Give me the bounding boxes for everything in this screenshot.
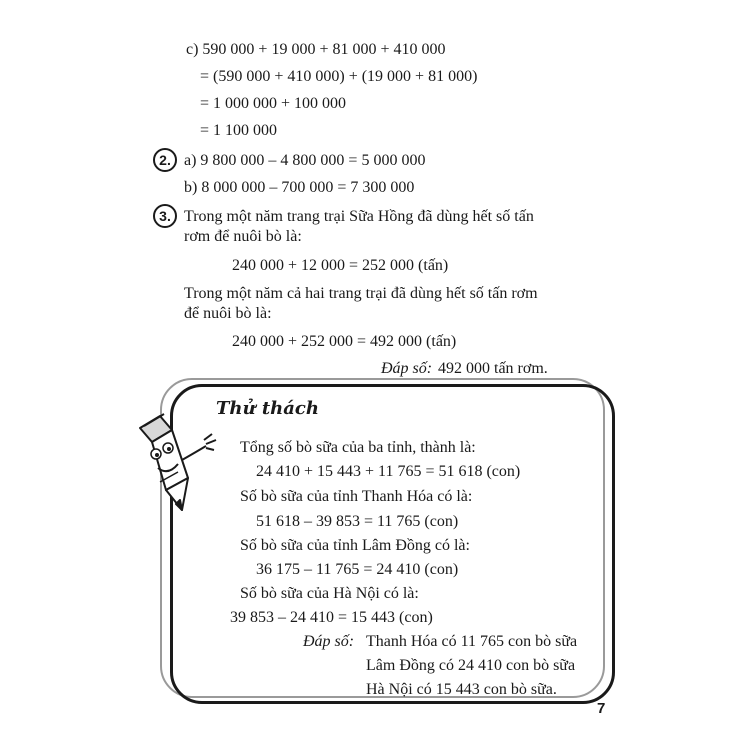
challenge-calc-2: 51 618 – 39 853 = 11 765 (con) <box>256 513 459 530</box>
challenge-calc-3: 36 175 – 11 765 = 24 410 (con) <box>256 561 459 578</box>
ex2-line-b: b) 8 000 000 – 700 000 = 7 300 000 <box>184 179 415 196</box>
pencil-mascot-icon <box>126 408 218 520</box>
ex3-text-2: rơm để nuôi bò là: <box>184 228 302 245</box>
challenge-answer-3: Hà Nội có 15 443 con bò sữa. <box>366 681 557 698</box>
ex1c-line-4: = 1 100 000 <box>200 122 278 139</box>
ex3-calc-2: 240 000 + 252 000 = 492 000 (tấn) <box>232 333 457 350</box>
challenge-answer-1: Thanh Hóa có 11 765 con bò sữa <box>366 633 578 650</box>
challenge-text-4: Số bò sữa của Hà Nội có là: <box>240 585 419 602</box>
ex3-text-3: Trong một năm cả hai trang trại đã dùng hết số tấn rơm <box>184 285 538 302</box>
challenge-calc-4: 39 853 – 24 410 = 15 443 (con) <box>230 609 433 626</box>
challenge-answer-2: Lâm Đồng có 24 410 con bò sữa <box>366 657 576 674</box>
challenge-title: Thử thách <box>216 398 319 419</box>
ex3-text-4: để nuôi bò là: <box>184 305 272 322</box>
ex1c-line-2: = (590 000 + 410 000) + (19 000 + 81 000) <box>200 68 478 85</box>
ex3-calc-1: 240 000 + 12 000 = 252 000 (tấn) <box>232 257 449 274</box>
ex3-text-1: Trong một năm trang trại Sữa Hồng đã dùng hết số tấn <box>184 208 534 225</box>
challenge-text-2: Số bò sữa của tỉnh Thanh Hóa có là: <box>240 488 473 505</box>
challenge-calc-1: 24 410 + 15 443 + 11 765 = 51 618 (con) <box>256 463 521 480</box>
challenge-text-1: Tổng số bò sữa của ba tỉnh, thành là: <box>240 439 476 456</box>
exercise-3-number: 3. <box>153 204 177 228</box>
ex3-answer: 492 000 tấn rơm. <box>438 360 548 377</box>
ex1c-line-3: = 1 000 000 + 100 000 <box>200 95 347 112</box>
ex2-line-a: a) 9 800 000 – 4 800 000 = 5 000 000 <box>184 152 426 169</box>
challenge-text-3: Số bò sữa của tỉnh Lâm Đồng có là: <box>240 537 470 554</box>
page-number: 7 <box>597 700 606 717</box>
ex1c-line-1: c) 590 000 + 19 000 + 81 000 + 410 000 <box>186 41 446 58</box>
ex3-answer-label: Đáp số: <box>381 360 433 377</box>
challenge-answer-label: Đáp số: <box>303 633 355 650</box>
exercise-2-number: 2. <box>153 148 177 172</box>
